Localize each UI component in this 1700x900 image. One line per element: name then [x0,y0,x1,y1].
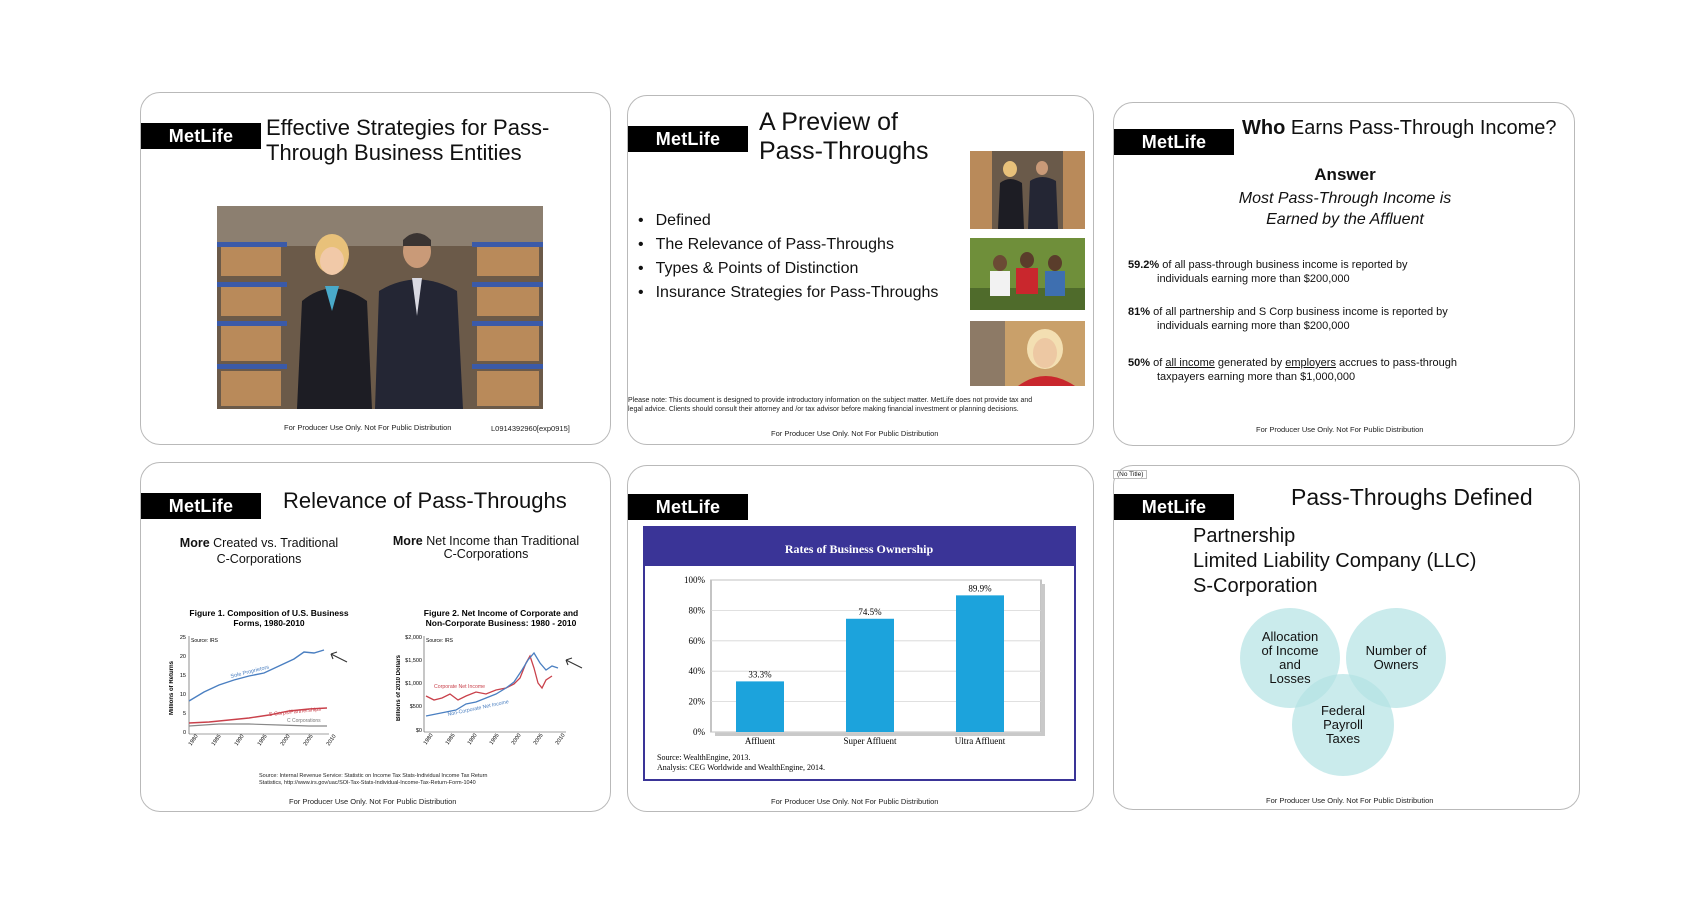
fig1-xtick: 2000 [279,733,292,748]
y-tick-label: 0% [693,727,705,737]
stat-item: 59.2% of all pass-through business income is reported by individuals earning more than $200,000 [1128,259,1408,285]
sole-proprietors-line [189,650,324,701]
fig2-ytick: $2,000 [405,635,422,641]
bar-value-label: 33.3% [748,669,772,680]
stat-item: 81% of all partnership and S Corp business income is reported by individuals earning more than $200,000 [1128,306,1448,332]
title-line-2: Pass-Throughs [759,136,929,165]
footer-text: For Producer Use Only. Not For Public Distribution [1256,425,1424,434]
fig2-series-label: Non-Corporate Net Income [447,699,510,718]
fig2-ytick: $0 [415,728,422,734]
fig1-ytick: 5 [182,711,186,717]
slide-title: Relevance of Pass-Throughs [283,488,567,513]
x-category-label: Ultra Affluent [954,736,1006,746]
fig1-ytick: 0 [182,730,186,736]
fig2-xtick: 2010 [554,732,567,747]
footer-text: For Producer Use Only. Not For Public Distribution [284,423,452,432]
chart-title: Rates of Business Ownership [784,542,934,556]
seniors-group-photo [970,238,1085,310]
slide-3[interactable] [1113,102,1575,446]
preview-bullet-list [638,212,938,308]
y-tick-label: 40% [688,666,705,677]
entity-item: Partnership [1193,525,1296,547]
bullet-item: • Types & Points of Distinction [638,260,938,278]
slide-title [759,108,929,166]
businesspeople-photo [970,151,1085,229]
y-tick-label: 100% [684,575,705,585]
metlife-logo: MetLife [628,494,748,520]
fig1-ytick: 20 [179,654,186,660]
chart-source-l1: Source: WealthEngine, 2013. [657,753,751,762]
senior-woman-photo [970,321,1085,386]
bullet-item: • Defined [638,212,938,230]
chart-source-l2: Analysis: CEG Worldwide and WealthEngine, 2014. [657,763,825,772]
bar-affluent [736,681,784,732]
answer-subtitle: Most Pass-Through Income is Earned by the Affluent [1238,190,1452,228]
footer-text: For Producer Use Only. Not For Public Distribution [1266,796,1434,805]
warehouse-businesspeople-photo [217,206,543,409]
arrow-icon [331,652,347,662]
business-ownership-bar-chart [645,528,1074,779]
fig2-xtick: 1980 [422,732,435,747]
slide-5[interactable] [627,465,1094,812]
fig1-ytick: 25 [179,635,186,641]
fig2-xtick: 1990 [466,732,479,747]
footer-text: For Producer Use Only. Not For Public Distribution [289,797,457,806]
arrow-icon [566,658,582,668]
fig1-series-label: C Corporations [287,718,321,724]
fig2-xtick: 2005 [532,732,545,747]
fig1-source: Source: IRS [191,638,218,644]
no-title-label: (No Title) [1113,470,1147,479]
fig2-ytick: $500 [409,704,422,710]
slide-6[interactable] [1113,465,1580,810]
bar-ultra-affluent [956,595,1004,732]
fig1-xtick: 2010 [325,733,338,748]
bullet-item: • The Relevance of Pass-Throughs [638,236,938,254]
fig1-title-l2: Forms, 1980-2010 [233,618,305,628]
figure-2-line-chart [396,608,606,758]
metlife-logo: MetLife [141,493,261,519]
disclaimer-note: Please note: This document is designed to provide introductory information on the subject matter. MetLife does not provide tax and legal advice. Clients should consult their attorney and /or tax advisor before making financial investment or planning decisions. [628,397,1033,413]
fig1-xtick: 1985 [210,733,223,748]
fig1-title-l1: Figure 1. Composition of U.S. Business [189,608,349,618]
left-column-heading: More Created vs. Traditional C-Corporations [179,536,339,566]
slide-1[interactable] [140,92,611,445]
corporate-net-income-line [426,656,552,700]
stat-item: 50% of all income generated by employers accrues to pass-through taxpayers earning more than $1,000,000 [1128,357,1458,383]
fig1-ylabel: Millions of Returns [169,661,175,715]
metlife-logo: MetLife [628,126,748,152]
fig2-xtick: 1985 [444,732,457,747]
bullet-item: • Insurance Strategies for Pass-Throughs [638,284,938,302]
fig2-title-l2: Non-Corporate Business: 1980 - 2010 [425,618,577,628]
entity-list [1193,524,1476,599]
footer-text: For Producer Use Only. Not For Public Distribution [771,429,939,438]
bar-value-label: 74.5% [858,606,882,617]
fig1-series-label: Sole Proprietors [230,664,270,680]
fig1-xtick: 1995 [256,733,269,748]
slide-title [266,115,549,166]
fig2-ytick: $1,000 [405,681,422,687]
fig2-xtick: 2000 [510,732,523,747]
bar-super-affluent [846,619,894,732]
entity-item: S-Corporation [1193,575,1318,597]
metlife-logo: MetLife [141,123,261,149]
title-line-2: Through Business Entities [266,140,522,166]
entity-item: Limited Liability Company (LLC) [1193,550,1477,572]
bar-value-label: 89.9% [968,583,992,594]
fig2-series-label: Corporate Net Income [434,684,486,690]
x-category-label: Super Affluent [843,736,897,746]
document-code: L0914392960[exp0915] [491,424,570,433]
chart-panel [643,526,1076,781]
fig2-source: Source: IRS [426,638,453,644]
slide-2[interactable] [627,95,1094,445]
fig1-xtick: 1990 [233,733,246,748]
slide-title: Who Earns Pass-Through Income? [1242,117,1557,139]
figure-1-line-chart [169,608,369,758]
c-corporations-line [189,724,327,726]
metlife-logo: MetLife [1114,494,1234,520]
fig2-ytick: $1,500 [405,658,422,664]
plot-shadow [1041,584,1045,736]
slide-title: Pass-Throughs Defined [1291,484,1533,510]
metlife-logo: MetLife [1114,129,1234,155]
answer-heading: Answer [1314,165,1376,184]
fig1-ytick: 10 [179,692,186,698]
fig2-ylabel: Billions of 2010 Dollars [396,654,402,722]
x-category-label: Affluent [744,736,776,746]
fig2-xtick: 1995 [488,732,501,747]
fig2-title-l1: Figure 2. Net Income of Corporate and [423,608,579,618]
fig1-xtick: 2005 [302,733,315,748]
y-tick-label: 80% [688,605,705,616]
title-line-1: Effective Strategies for Pass- [266,115,550,140]
y-tick-label: 20% [688,696,705,707]
fig1-ytick: 15 [179,673,186,679]
fig1-series-label: S Corps/Partnerships [268,706,322,718]
venn-circle-payroll-taxes: Federal Payroll Taxes [1292,674,1394,776]
footer-text: For Producer Use Only. Not For Public Distribution [771,797,939,806]
fig1-xtick: 1980 [187,733,200,748]
venn-circle-owners: Number of Owners [1346,608,1446,708]
slide-4[interactable] [140,462,611,812]
title-line-1: A Preview of [759,108,898,136]
y-tick-label: 60% [688,635,705,646]
right-column-heading: More Net Income than Traditional C-Corporations [392,534,580,561]
chart-source-note: Source: Internal Revenue Service: Statistic on Income Tax Stats-Individual Income Tax Return Statistics, http://www.irs.gov/uac/SOI-Tax-Stats-Individual-Income-Tax-Return-Form-1040 [259,773,488,786]
venn-circle-allocation: Allocation of Income and Losses [1240,608,1340,708]
